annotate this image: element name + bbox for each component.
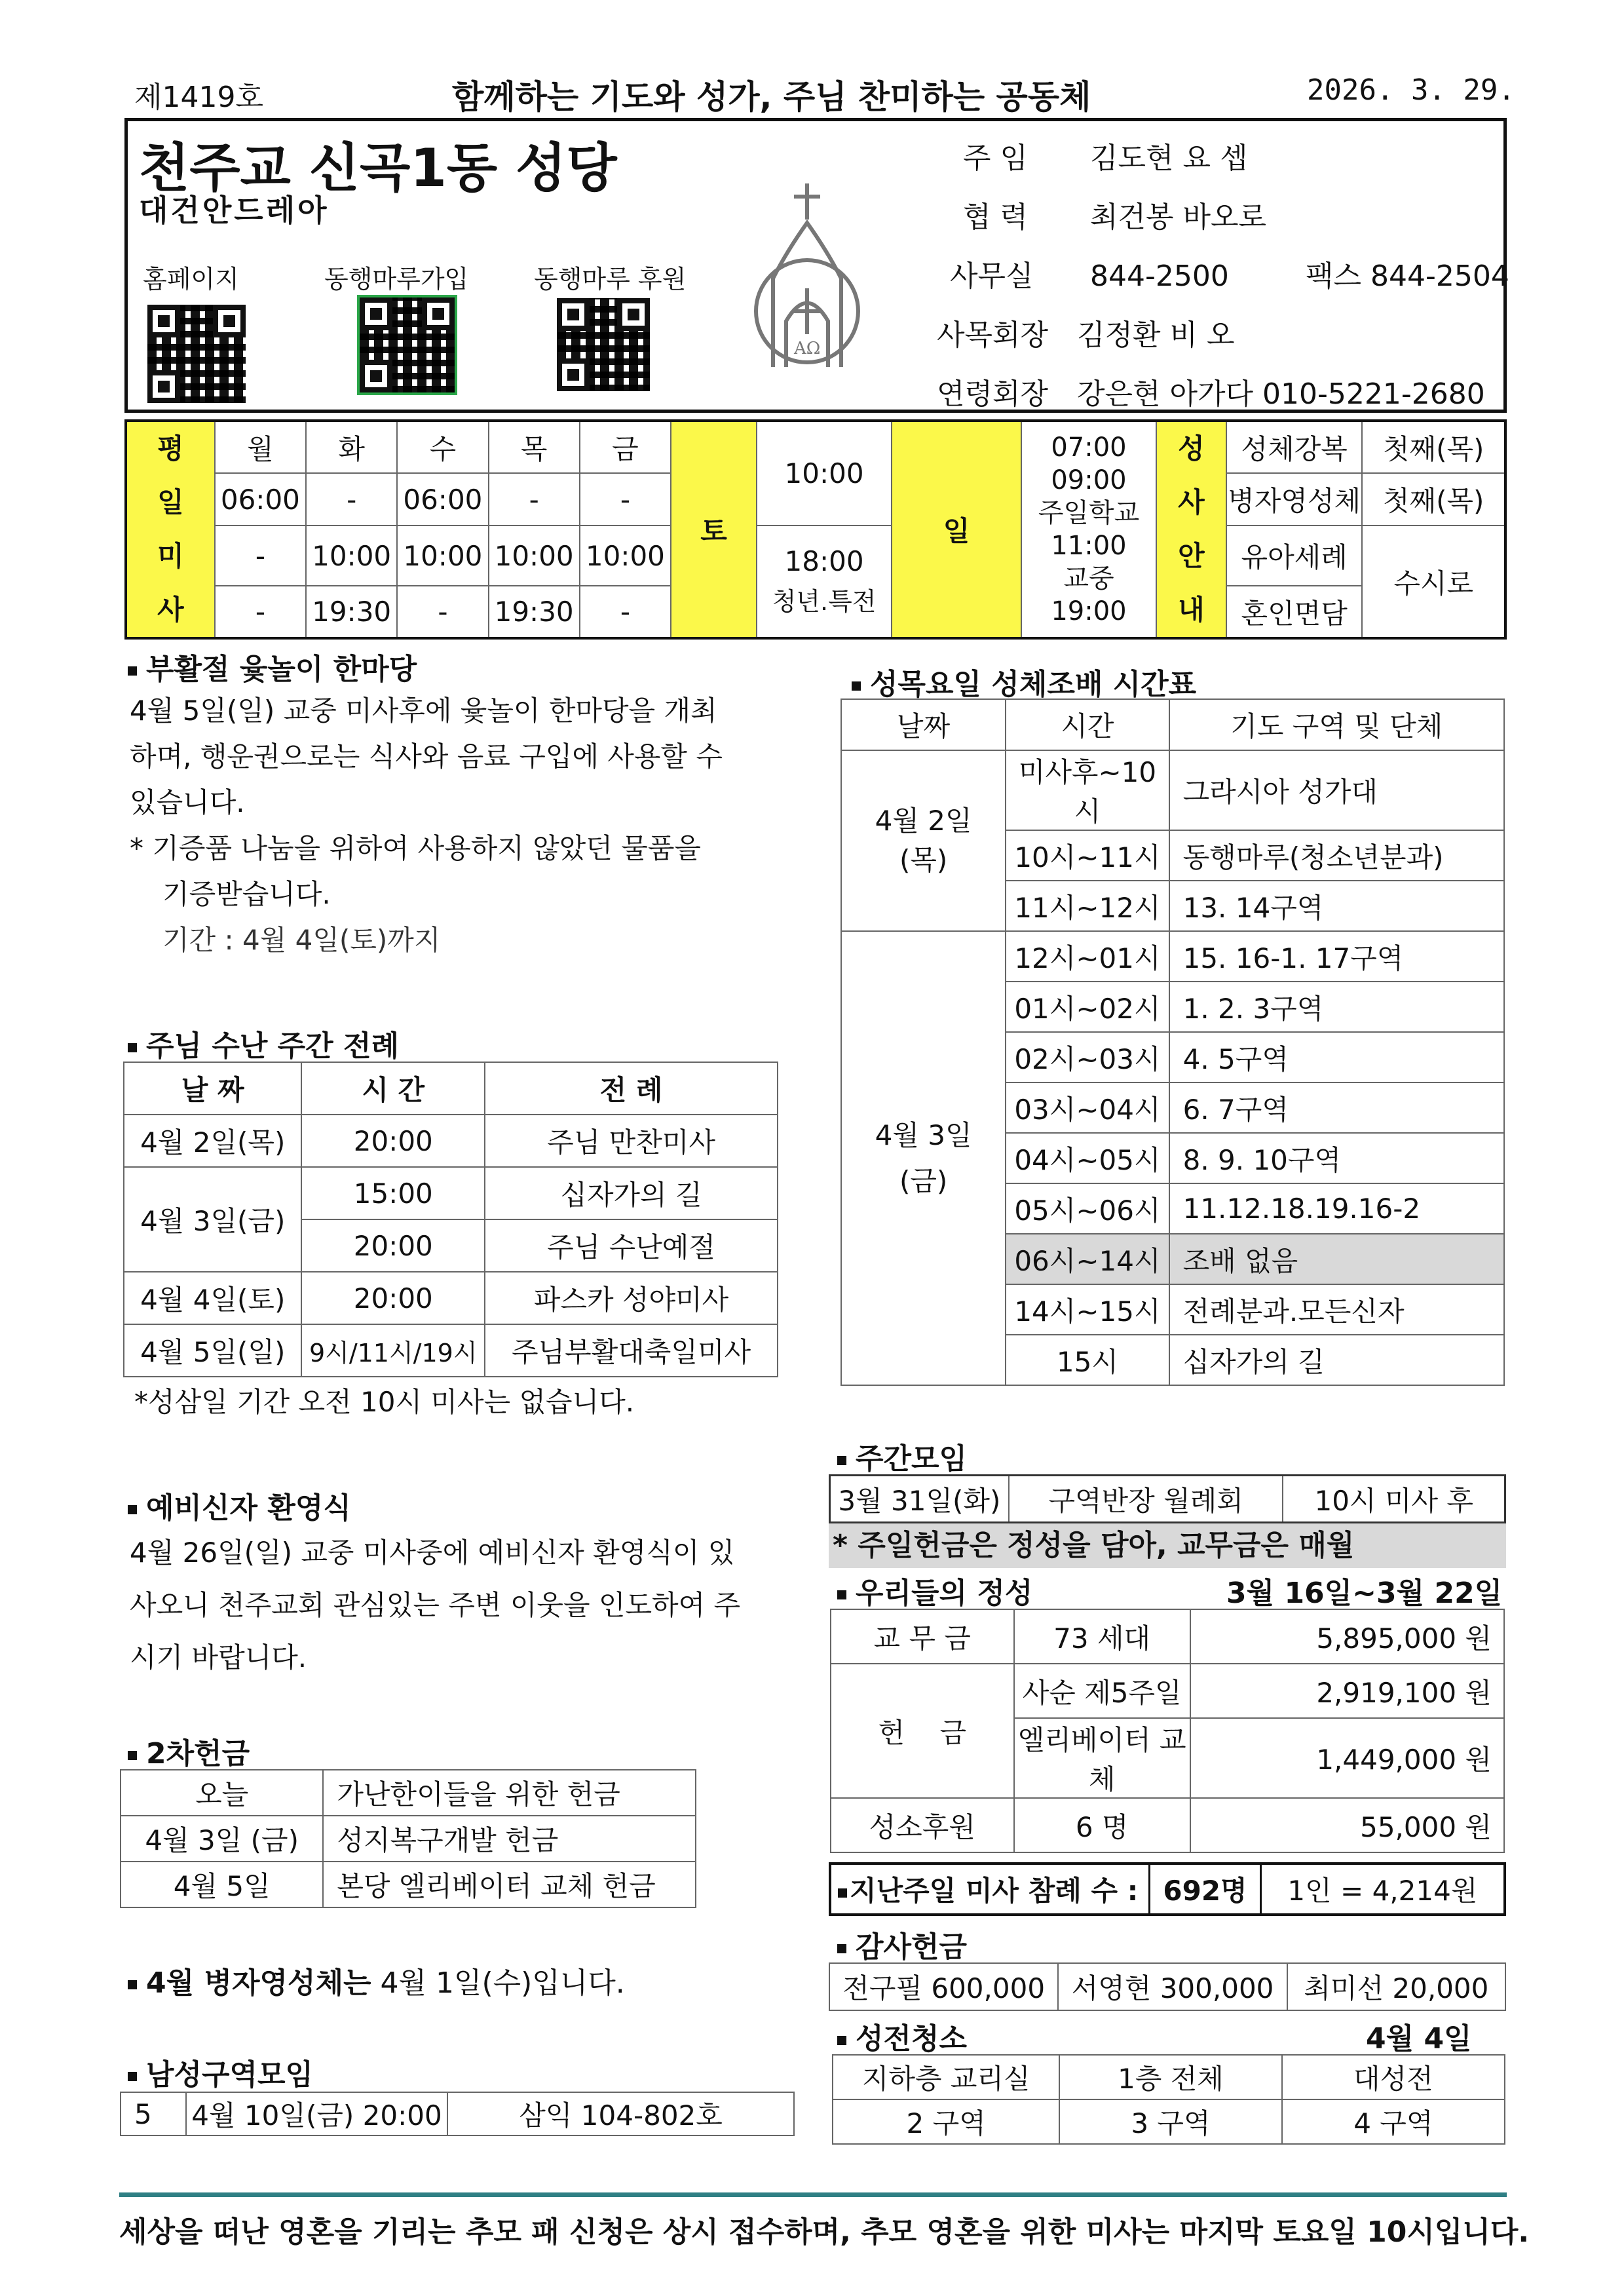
qr-code-homepage[interactable]: [147, 305, 246, 403]
sunday-note: 교중: [1063, 564, 1114, 594]
group-cell: 1. 2. 3구역: [1169, 982, 1504, 1032]
qr-code-join[interactable]: [357, 295, 457, 395]
group-cell: 동행마루(청소년분과): [1169, 830, 1504, 881]
mass-time: -: [215, 586, 306, 638]
saturday-label: 토: [671, 421, 757, 638]
qr-label-join: 동행마루가입: [324, 265, 469, 294]
church-logo-icon: [747, 180, 865, 370]
thanks-cell: 서영현 300,000: [1058, 1963, 1287, 2010]
svg-text:AΩ: AΩ: [794, 339, 821, 358]
sunday-note: 주일학교: [1038, 498, 1140, 528]
catechumen-body: [130, 1527, 785, 1684]
holyweek-note: *성삼일 기간 오전 10시 미사는 없습니다.: [134, 1386, 635, 1418]
text-line: 하며, 행운권으로는 식사와 음료 구입에 사용할 수: [130, 740, 723, 773]
staff-value: 김정환 비 오: [1077, 318, 1235, 352]
section-yut-title: [128, 645, 417, 687]
section-catechumen-title: [128, 1484, 351, 1526]
date-cell: 4월 4일(토): [124, 1272, 301, 1324]
mass-time: 10:00: [580, 526, 671, 586]
time-cell: 9시/11시/19시: [301, 1324, 485, 1377]
day-cell: [841, 750, 1006, 931]
group-cell: 8. 9. 10구역: [1169, 1133, 1504, 1183]
group-cell: 13. 14구역: [1169, 881, 1504, 931]
attendance-label: [830, 1864, 1150, 1915]
rite-cell: 주님 수난예절: [485, 1219, 778, 1272]
when-cell: 4월 5일: [121, 1862, 323, 1907]
saturday-time: 18:00: [784, 545, 864, 577]
second-collection-table: [120, 1769, 696, 1908]
datetime-cell: 4월 10일(금) 20:00: [186, 2092, 447, 2135]
offering-period: 3월 16일~3월 22일: [1226, 1577, 1503, 1610]
date-cell: 4월 5일(일): [124, 1324, 301, 1377]
yut-body: [130, 688, 785, 963]
offering-table: [830, 1609, 1505, 1853]
staff-funeral: [937, 370, 1485, 412]
day-date: 4월 3일: [875, 1119, 972, 1151]
time-cell: 15:00: [301, 1167, 485, 1219]
section-men-title: [128, 2051, 313, 2093]
mass-time: 10:00: [397, 526, 488, 586]
staff-value: 844-2500: [1090, 259, 1229, 293]
mass-time: -: [215, 526, 306, 586]
area-header: 지하층 교리실: [833, 2055, 1059, 2099]
sacrament-when: 수시로: [1362, 526, 1505, 638]
staff-label: 연령회장: [937, 377, 1049, 411]
staff-label: 사목회장: [937, 318, 1049, 352]
text-line: 시기 바랍니다.: [130, 1641, 307, 1674]
thanks-cell: 전구필 600,000: [829, 1963, 1058, 2010]
section-title: 성목요일 성체조배 시간표: [870, 668, 1197, 701]
sacrament-name: 혼인면담: [1226, 586, 1362, 638]
saturday-time: 10:00: [757, 421, 892, 526]
time-cell: 11시~12시: [1006, 881, 1169, 931]
time-cell: 10시~11시: [1006, 830, 1169, 881]
col-header: 날짜: [841, 699, 1006, 750]
day-header: 금: [580, 421, 671, 473]
staff-label: 사무실: [950, 259, 1034, 293]
time-cell: 05시~06시: [1006, 1183, 1169, 1234]
label-char: 평: [157, 432, 184, 465]
area-header: 대성전: [1282, 2055, 1505, 2099]
group-cell: 조배 없음: [1169, 1234, 1504, 1284]
mass-time: -: [580, 586, 671, 638]
section-title: 2차헌금: [146, 1737, 250, 1770]
day-cell: [841, 931, 1006, 1385]
time-cell: 06시~14시: [1006, 1234, 1169, 1284]
qr-label-home: 홈페이지: [143, 265, 239, 294]
district-cell: 4 구역: [1282, 2099, 1505, 2144]
label-char: 내: [1178, 594, 1205, 626]
district-cell: 3 구역: [1059, 2099, 1281, 2144]
section-title: 감사헌금: [856, 1930, 968, 1964]
text-line: 있습니다.: [130, 786, 245, 818]
day-header: 수: [397, 421, 488, 473]
amount-cell: 2,919,100 원: [1190, 1664, 1504, 1718]
thanks-table: [829, 1962, 1506, 2011]
text-line: * 기증품 나눔을 위하여 사용하지 않았던 물품을: [130, 832, 701, 864]
mass-time: 19:30: [489, 586, 580, 638]
rite-cell: 주님부활대축일미사: [485, 1324, 778, 1377]
label-char: 미: [157, 540, 184, 572]
group-cell: 6. 7구역: [1169, 1082, 1504, 1133]
qr-label-support: 동행마루 후원: [534, 265, 687, 294]
amount-cell: 55,000 원: [1190, 1798, 1504, 1852]
staff-label: 협 력: [963, 201, 1028, 234]
sunday-times: [1021, 421, 1156, 638]
time-cell: 20:00: [301, 1272, 485, 1324]
sacrament-label: [1156, 421, 1226, 638]
label-char: 일: [157, 486, 184, 518]
text-line: 4월 5일(일) 교중 미사후에 윷놀이 한마당을 개최: [130, 695, 717, 727]
mass-time: 06:00: [215, 473, 306, 526]
area-header: 1층 전체: [1059, 2055, 1281, 2099]
sunday-time: 19:00: [1051, 596, 1127, 626]
section-title: 성전청소: [856, 2022, 968, 2056]
label-char: 성: [1178, 432, 1205, 465]
sacrament-name: 병자영성체: [1226, 473, 1362, 526]
sunday-time: 09:00: [1051, 465, 1127, 495]
when-cell: 오늘: [121, 1770, 323, 1816]
col-header: 시간: [1006, 699, 1169, 750]
time-cell: 10시 미사 후: [1283, 1476, 1505, 1523]
holyweek-table: [123, 1062, 778, 1377]
sunday-time: 07:00: [1051, 432, 1127, 463]
desc-cell: 6 명: [1014, 1798, 1190, 1852]
time-cell: 04시~05시: [1006, 1133, 1169, 1183]
sacrament-when: 첫째(목): [1362, 421, 1505, 473]
sacrament-name: 성체강복: [1226, 421, 1362, 473]
label-char: 사: [1178, 486, 1205, 518]
footer-notice: 세상을 떠난 영혼을 기리는 추모 패 신청은 상시 접수하며, 추모 영혼을 위한 미사는 마지막 토요일 10시입니다.: [119, 2215, 1530, 2249]
amount-cell: 1,449,000 원: [1190, 1718, 1504, 1798]
label-char: 사: [157, 594, 184, 626]
desc-cell: 엘리베이터 교체: [1014, 1718, 1190, 1798]
saturday-evening: [757, 526, 892, 638]
section-title: 우리들의 정성: [856, 1577, 1033, 1610]
section-title: 예비신자 환영식: [146, 1491, 351, 1525]
district-cell: 5: [121, 2092, 186, 2135]
sunday-label: 일: [892, 421, 1021, 638]
day-weekday: (목): [899, 844, 948, 876]
qr-code-support[interactable]: [557, 298, 650, 391]
label-cell: 헌 금: [831, 1664, 1014, 1798]
staff-value: 최건봉 바오로: [1090, 201, 1267, 234]
staff-label: 주 임: [963, 142, 1028, 175]
group-cell: 11.12.18.19.16-2: [1169, 1183, 1504, 1234]
mass-time: -: [489, 473, 580, 526]
time-cell: 미사후~10시: [1006, 750, 1169, 830]
rite-cell: 파스카 성야미사: [485, 1272, 778, 1324]
staff-council: [937, 311, 1235, 353]
cleaning-date: 4월 4일: [1366, 2022, 1472, 2056]
mass-time: -: [397, 586, 488, 638]
group-cell: 전례분과.모든신자: [1169, 1284, 1504, 1335]
mass-time: 19:30: [306, 586, 397, 638]
notice-text: 4월 1일(수)입니다.: [371, 1966, 625, 2000]
staff-value: 강은현 아가다 010-5221-2680: [1077, 377, 1485, 411]
place-cell: 삼익 104-802호: [447, 2092, 794, 2135]
district-cell: 2 구역: [833, 2099, 1059, 2144]
attendance-table: [829, 1862, 1506, 1916]
date-cell: 4월 2일(목): [124, 1115, 301, 1167]
text-line: 사오니 천주교회 관심있는 주변 이웃을 인도하여 주: [130, 1589, 741, 1621]
time-cell: 14시~15시: [1006, 1284, 1169, 1335]
men-group-table: [120, 2092, 795, 2136]
section-title: 주님 수난 주간 전례: [146, 1029, 399, 1063]
sunday-time: 11:00: [1051, 531, 1127, 561]
day-header: 화: [306, 421, 397, 473]
mass-time: 10:00: [306, 526, 397, 586]
desc-cell: 73 세대: [1014, 1609, 1190, 1664]
sacrament-when: 첫째(목): [1362, 473, 1505, 526]
footer-rule: [119, 2192, 1507, 2197]
time-cell: 20:00: [301, 1219, 485, 1272]
label-char: 안: [1178, 540, 1205, 572]
amount-cell: 5,895,000 원: [1190, 1609, 1504, 1664]
col-header: 기도 구역 및 단체: [1169, 699, 1504, 750]
sick-communion-notice: [128, 1959, 625, 2001]
attendance-count: 692명: [1150, 1864, 1261, 1915]
desc-cell: 사순 제5주일: [1014, 1664, 1190, 1718]
date-cell: 4월 3일(금): [124, 1167, 301, 1272]
col-header: 날 짜: [124, 1062, 301, 1115]
mass-time: -: [580, 473, 671, 526]
staff-office: [950, 252, 1509, 294]
time-cell: 15시: [1006, 1335, 1169, 1385]
section-weekly-title: [837, 1435, 967, 1477]
col-header: 시 간: [301, 1062, 485, 1115]
section-second-collection-title: [128, 1730, 250, 1772]
section-holyweek-title: [128, 1022, 399, 1064]
date-cell: 3월 31일(화): [830, 1476, 1009, 1523]
day-header: 목: [489, 421, 580, 473]
section-title: 남성구역모임: [146, 2058, 314, 2092]
group-cell: 4. 5구역: [1169, 1032, 1504, 1082]
group-cell: 그라시아 성가대: [1169, 750, 1504, 830]
sacrament-name: 유아세례: [1226, 526, 1362, 586]
time-cell: 01시~02시: [1006, 982, 1169, 1032]
mass-schedule-table: [124, 419, 1507, 640]
cleaning-table: [832, 2054, 1505, 2145]
adoration-table: [840, 698, 1505, 1386]
staff-assistant: [963, 193, 1266, 235]
notice-bold: 4월 병자영성체는: [146, 1966, 371, 2000]
text-line: 4월 26일(일) 교중 미사중에 예비신자 환영식이 있: [130, 1537, 735, 1569]
rite-cell: 주님 만찬미사: [485, 1115, 778, 1167]
parish-patron: 대건안드레아: [139, 193, 330, 228]
section-cleaning-title: [837, 2015, 967, 2057]
mass-time: -: [306, 473, 397, 526]
section-offering-title: [837, 1569, 1032, 1611]
weekly-meeting-table: [829, 1474, 1506, 1523]
staff-pastor: [963, 134, 1248, 176]
what-cell: 성지복구개발 헌금: [323, 1816, 696, 1862]
fax-number: 팩스 844-2504: [1306, 259, 1509, 293]
rite-cell: 십자가의 길: [485, 1167, 778, 1219]
day-header: 월: [215, 421, 306, 473]
group-cell: 십자가의 길: [1169, 1335, 1504, 1385]
parish-name: 천주교 신곡1동 성당: [139, 138, 617, 199]
section-adoration-title: [852, 660, 1196, 702]
day-weekday: (금): [899, 1164, 948, 1197]
thanks-cell: 최미선 20,000: [1287, 1963, 1505, 2010]
mass-time: 06:00: [397, 473, 488, 526]
issue-number: 제1419호: [134, 81, 263, 114]
attendance-per: 1인 = 4,214원: [1260, 1864, 1505, 1915]
meeting-cell: 구역반장 월례회: [1009, 1476, 1283, 1523]
when-cell: 4월 3일 (금): [121, 1816, 323, 1862]
label-cell: 교 무 금: [831, 1609, 1014, 1664]
label-cell: 성소후원: [831, 1798, 1014, 1852]
group-cell: 15. 16-1. 17구역: [1169, 931, 1504, 982]
mass-time: 10:00: [489, 526, 580, 586]
text-line: 기증받습니다.: [162, 878, 331, 910]
time-cell: 12시~01시: [1006, 931, 1169, 982]
day-date: 4월 2일: [875, 805, 972, 837]
col-header: 전 례: [485, 1062, 778, 1115]
time-cell: 02시~03시: [1006, 1032, 1169, 1082]
time-cell: 03시~04시: [1006, 1082, 1169, 1133]
section-title: 주간모임: [856, 1442, 968, 1476]
saturday-note: 청년.특전: [772, 587, 877, 616]
staff-value: 김도현 요 셉: [1090, 142, 1248, 175]
slogan: 함께하는 기도와 성가, 주님 찬미하는 공동체: [452, 78, 1091, 116]
label-text: 지난주일 미사 참례 수 :: [850, 1875, 1139, 1907]
what-cell: 가난한이들을 위한 헌금: [323, 1770, 696, 1816]
issue-date: 2026. 3. 29.: [1307, 73, 1515, 107]
weekday-mass-label: [126, 421, 215, 638]
time-cell: 20:00: [301, 1115, 485, 1167]
section-thanks-title: [837, 1923, 967, 1965]
what-cell: 본당 엘리베이터 교체 헌금: [323, 1862, 696, 1907]
offering-note: * 주일헌금은 정성을 담아, 교무금은 매월: [829, 1523, 1506, 1568]
text-line: 기간 : 4월 4일(토)까지: [162, 924, 441, 956]
section-title: 부활절 윷놀이 한마당: [146, 653, 417, 686]
